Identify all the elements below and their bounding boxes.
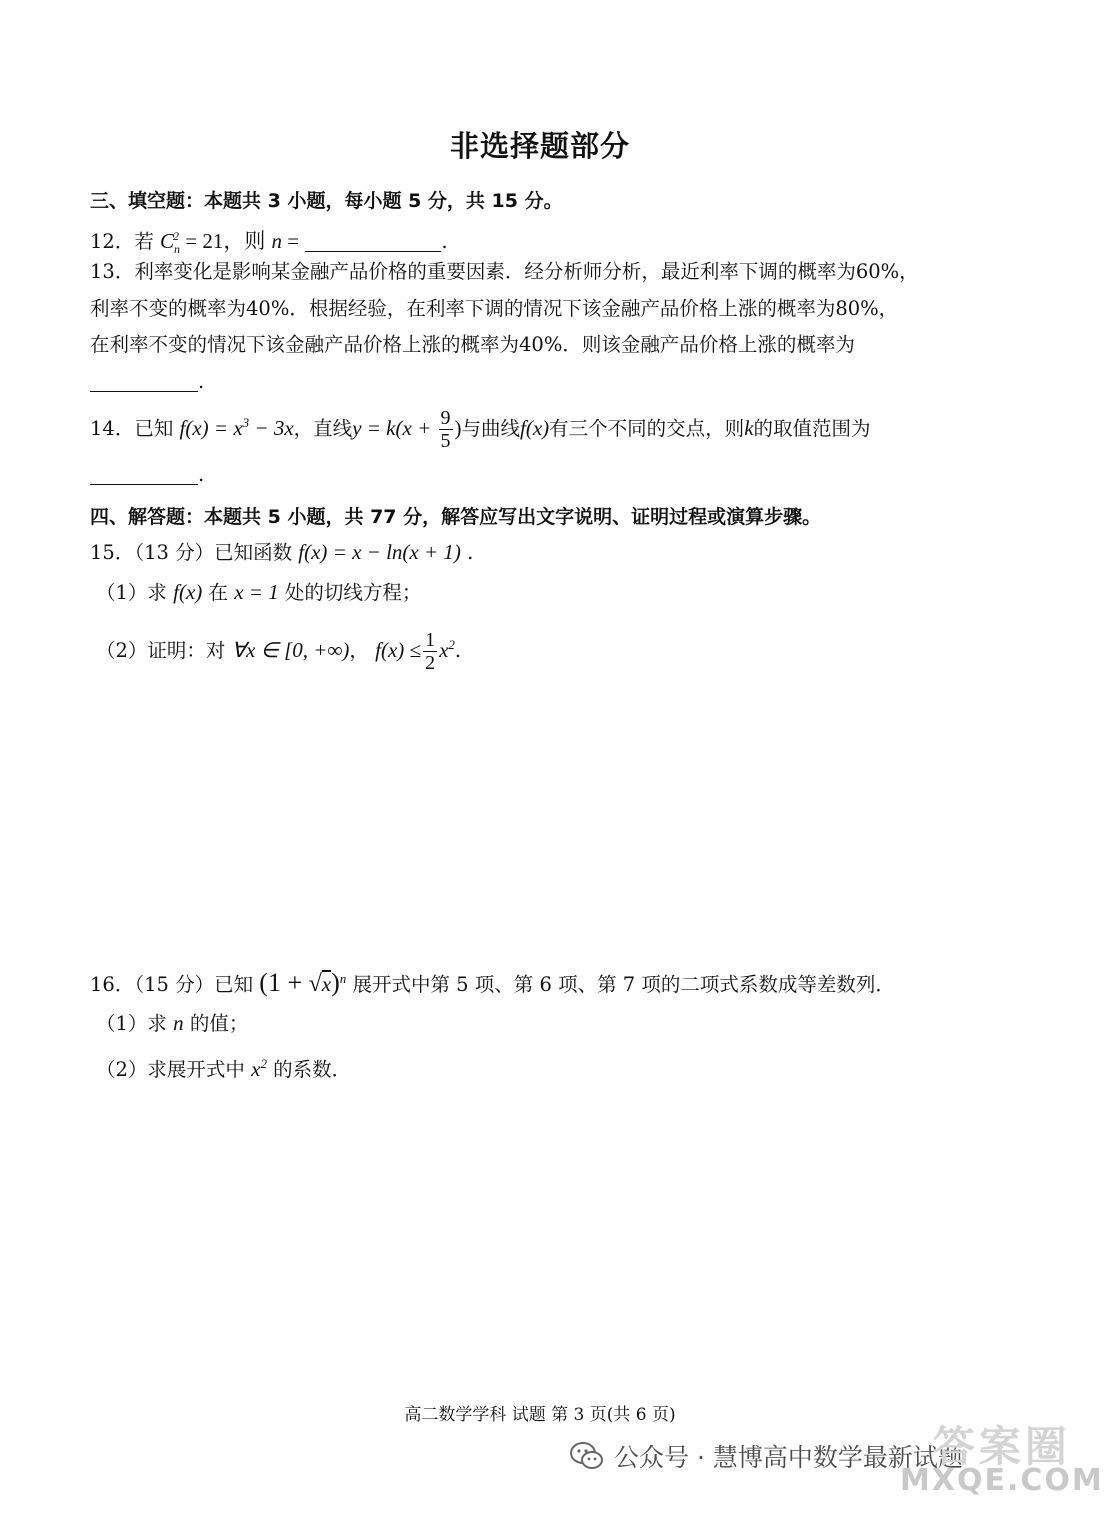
question-16-part-1 [96,1008,248,1039]
question-15-part-2 [96,622,461,674]
q14-answer-blank[interactable] [90,464,198,485]
q15-p1-x: x = 1 [234,580,279,604]
q16-p2-prefix: （2）求展开式中 [96,1058,245,1081]
q16-expression: $(1 + √x)^n$ [259,968,347,997]
q14-prefix: 14．已知 [90,417,174,440]
q15-p2-prefix: （2）证明：对 [96,639,226,662]
question-13-answer [90,367,204,397]
q15-p2-x: $x^2$ [439,637,455,662]
q14-function: $f(x) = x^3 - 3x$ [179,415,294,440]
q12-expr: = 21，则 [185,229,266,253]
q14-line-expr: y = k(x + [352,416,437,440]
q12-end: . [441,230,448,253]
q16-p2-x: $x^2$ [251,1056,267,1081]
question-16-stem [90,960,895,1004]
q16-p1-var: n [173,1011,184,1035]
q15-p1-mid: 在 [208,581,228,604]
q16-p1-end: 的值； [189,1012,249,1035]
page-title: 非选择题部分 [449,129,630,163]
q16-p2-end: 的系数． [273,1058,352,1081]
q15-p2-end: . [454,639,462,662]
section-heading-fill-in: 三、填空题：本题共 3 小题，每小题 5 分，共 15 分。 [90,190,563,212]
watermark-text: 公众号 · 慧博高中数学最新试题 [614,1443,963,1472]
question-15-stem [90,537,473,568]
q12-answer-blank[interactable] [305,231,441,252]
q14-fx2: f(x) [520,416,550,440]
question-16-part-2 [96,1049,351,1085]
q15-p1-end: 处的切线方程； [284,581,422,604]
q12-combination: $C_n^2$ [160,229,181,257]
question-14 [90,400,871,452]
q15-end: . [467,541,474,564]
question-13-line-2: 利率不变的概率为40%．根据经验，在利率下调的情况下该金融产品价格上涨的概率为80%， [90,297,899,320]
section-heading-solutions: 四、解答题：本题共 5 小题，共 77 分，解答应写出文字说明、证明过程或演算步骤。 [90,506,822,528]
q16-prefix: 16．（15 分）已知 [90,973,254,996]
q15-prefix: 15．（13 分）已知函数 [90,541,293,564]
q12-eq: = [282,229,300,253]
q15-p1-prefix: （1）求 [96,581,167,604]
q14-tail3: 的取值范围为 [753,417,871,440]
question-13-line-3: 在利率不变的情况下该金融产品价格上涨的概率为40%．则该金融产品价格上涨的概率为 [90,333,855,356]
q14-close: ) [454,416,462,440]
q14-mid: ，直线 [293,417,353,440]
page-footer: 高二数学学科 试题 第 3 页(共 6 页) [404,1405,676,1425]
q15-p2-fraction: $\frac{1}{2}$ [425,629,436,674]
question-15-part-1 [96,577,421,608]
q15-function: f(x) = x − ln(x + 1) [298,540,461,564]
q14-tail1: 与曲线 [461,417,521,440]
q15-p2-mid: ， [349,639,369,662]
q16-rest: 展开式中第 5 项、第 6 项、第 7 项的二项式系数成等差数列． [352,973,895,996]
q14-k: k [744,416,754,440]
wechat-icon [570,1441,604,1471]
q13-answer-blank[interactable] [90,371,198,392]
q14-fraction: $\frac{9}{5}$ [440,407,451,452]
q15-p2-set: ∀x ∈ [0, +∞) [231,638,350,662]
q14-tail2: 有三个不同的交点，则 [549,417,745,440]
q15-p2-fx: f(x) ≤ [375,638,422,662]
q12-var: n [271,229,283,253]
q12-prefix: 12．若 [90,230,154,253]
question-14-answer [90,460,204,490]
q13-end: . [198,370,205,393]
site-logo-watermark: 答案圈 MXQE.COM [900,1422,1104,1498]
q16-p1-prefix: （1）求 [96,1012,167,1035]
question-13-line-1: 13．利率变化是影响某金融产品价格的重要因素．经分析师分析，最近利率下调的概率为60%， [90,260,919,283]
q14-end: . [198,463,205,486]
q15-p1-fx: f(x) [173,580,203,604]
